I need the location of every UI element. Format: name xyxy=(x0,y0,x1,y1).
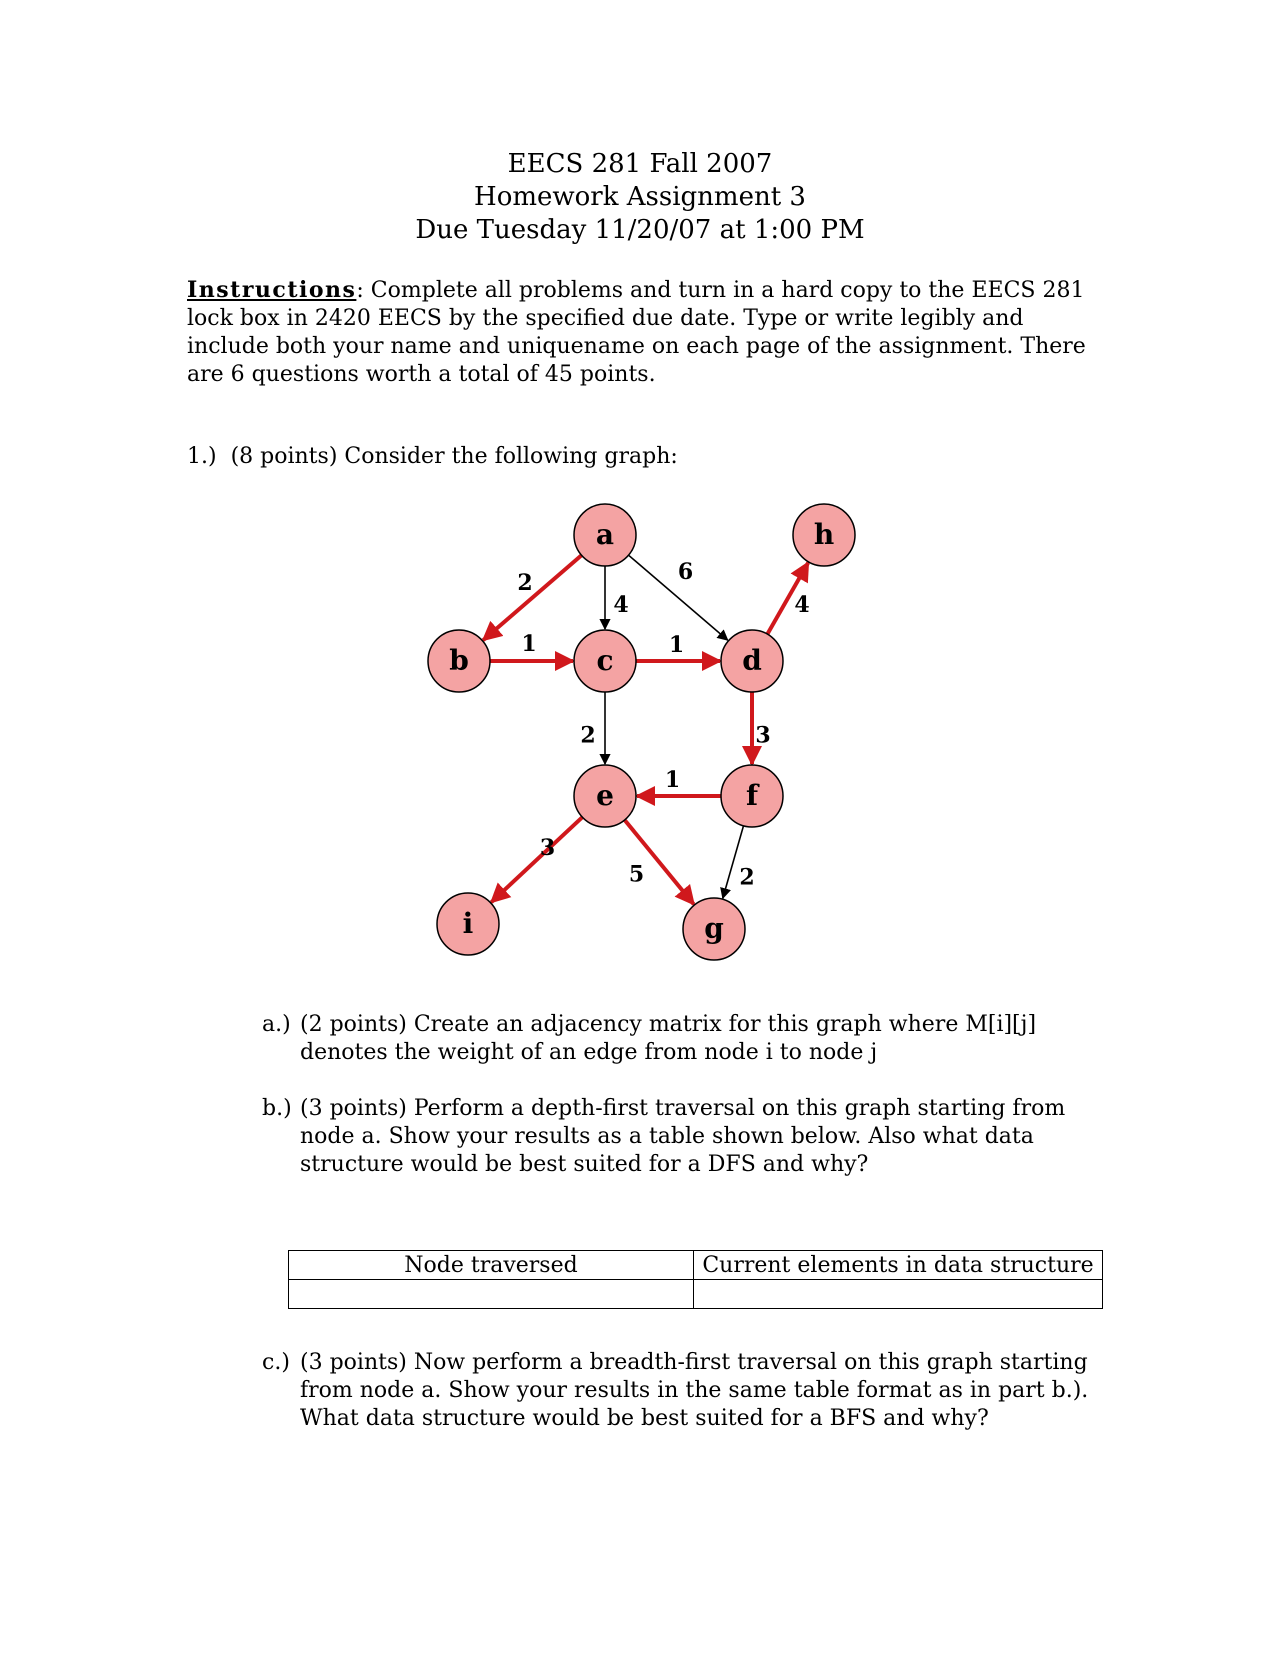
node-label: d xyxy=(742,644,762,677)
header-node-traversed: Node traversed xyxy=(289,1251,694,1280)
part-c xyxy=(262,1349,1122,1433)
node-g xyxy=(683,898,745,960)
node-label: i xyxy=(462,907,474,940)
node-label: h xyxy=(813,518,835,551)
edge-weight-c-e: 2 xyxy=(580,722,596,749)
edge-e-i xyxy=(491,817,582,902)
node-label: e xyxy=(596,779,614,812)
part-b-marker: b.) xyxy=(262,1096,292,1121)
question-1-text: (8 points) Consider the following graph: xyxy=(230,444,678,469)
edge-weight-a-d: 6 xyxy=(677,559,694,585)
edge-weight-a-c: 4 xyxy=(613,592,629,618)
part-a-text: (2 points) Create an adjacency matrix for this graph where M[i][j] denotes the weight of an edge from node i to node j xyxy=(300,1012,1037,1065)
edge-weight-d-h: 4 xyxy=(794,592,810,618)
node-f xyxy=(721,765,783,827)
part-a-marker: a.) xyxy=(262,1012,291,1037)
table-cell xyxy=(694,1280,1103,1309)
edge-weight-f-e: 1 xyxy=(664,767,681,793)
node-i xyxy=(437,893,499,955)
edge-weight-b-c: 1 xyxy=(521,631,537,657)
part-c-marker: c.) xyxy=(262,1350,290,1375)
edge-weight-f-g: 2 xyxy=(739,864,755,891)
node-h xyxy=(793,504,855,566)
course-title: EECS 281 Fall 2007 xyxy=(507,149,773,179)
edge-weight-c-d: 1 xyxy=(668,632,685,658)
node-d xyxy=(721,630,783,692)
due-date: Due Tuesday 11/20/07 at 1:00 PM xyxy=(415,215,865,245)
edge-weight-a-b: 2 xyxy=(517,570,533,596)
node-label: b xyxy=(449,644,469,677)
node-label: g xyxy=(704,912,724,945)
node-label: c xyxy=(596,644,614,677)
node-a xyxy=(574,504,636,566)
edge-a-b xyxy=(483,555,581,640)
node-label: a xyxy=(595,518,615,551)
instructions-label: Instructions xyxy=(187,277,357,303)
part-b-text: (3 points) Perform a depth-first traversal on this graph starting from node a. Show your results as a table shown below. Also what data structure would be best suited for a DFS and why? xyxy=(300,1096,1066,1177)
node-label: f xyxy=(745,779,759,812)
part-a xyxy=(262,1011,1122,1067)
node-b xyxy=(428,630,490,692)
traversal-table xyxy=(288,1250,1103,1309)
question-1-number: 1.) xyxy=(187,444,217,469)
table-header-row xyxy=(289,1251,1103,1280)
part-c-text: (3 points) Now perform a breadth-first traversal on this graph starting from node a. Show your results in the same table format as in part b.). What data structure would be best suited for a BFS and why? xyxy=(300,1350,1089,1431)
header-current-elements: Current elements in data structure xyxy=(694,1251,1103,1280)
edge-weight-e-g: 5 xyxy=(628,861,645,888)
table-cell xyxy=(289,1280,694,1309)
instructions-text: : Complete all problems and turn in a hard copy to the EECS 281 lock box in 2420 EECS by the specified due date. Type or write legibly and include both your name and uniquename on each page of the assignment. There are 6 questions worth a total of 45 points. xyxy=(187,278,1086,387)
node-e xyxy=(574,765,636,827)
edge-weight-d-f: 3 xyxy=(755,722,771,749)
node-c xyxy=(574,630,636,692)
table-row xyxy=(289,1280,1103,1309)
part-b xyxy=(262,1095,1122,1179)
assignment-title: Homework Assignment 3 xyxy=(474,182,806,212)
edge-weight-e-i: 3 xyxy=(539,835,556,861)
